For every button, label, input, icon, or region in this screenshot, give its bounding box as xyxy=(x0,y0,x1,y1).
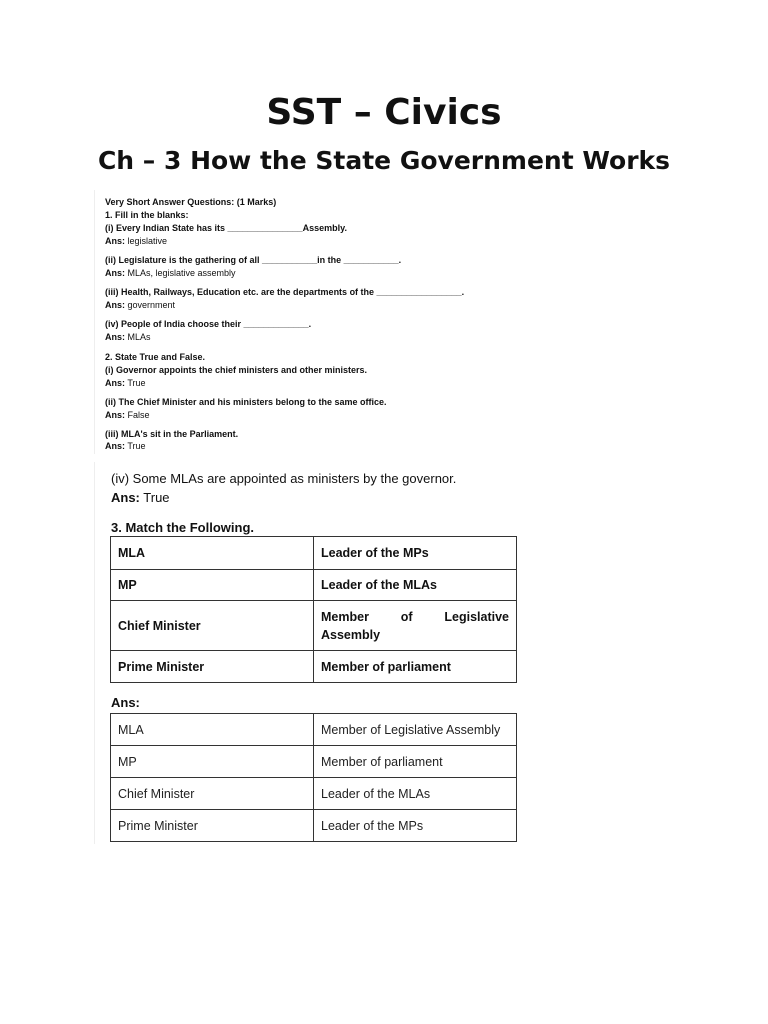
table-row xyxy=(111,537,517,570)
answer-label: Ans: xyxy=(105,332,125,342)
table-cell: Member of parliament xyxy=(314,746,517,778)
table-cell: Prime Minister xyxy=(111,810,314,842)
match-answer-heading: Ans: xyxy=(111,695,140,710)
question-3: (iii) Health, Railways, Education etc. are the departments of the _________________. xyxy=(105,287,465,297)
answer-4 xyxy=(105,332,151,343)
answer-table xyxy=(110,713,517,842)
tf-question-4: (iv) Some MLAs are appointed as ministers by the governor. xyxy=(111,471,457,486)
page-title: SST – Civics xyxy=(266,92,502,133)
tf-answer-1 xyxy=(105,378,146,389)
tf-answer-3 xyxy=(105,441,146,452)
question-4: (iv) People of India choose their _____________. xyxy=(105,319,312,329)
answer-text: government xyxy=(127,300,176,310)
tf-question-3: (iii) MLA's sit in the Parliament. xyxy=(105,429,239,439)
tf-answer-4 xyxy=(111,490,170,506)
table-cell: Member of parliament xyxy=(314,651,517,683)
section-heading: Very Short Answer Questions: (1 Marks) xyxy=(105,197,277,207)
page-subtitle: Ch – 3 How the State Government Works xyxy=(97,146,671,175)
table-row xyxy=(111,570,517,601)
answer-text: legislative xyxy=(127,236,168,246)
answer-label: Ans: xyxy=(105,441,125,451)
table-row xyxy=(111,714,517,746)
table-row xyxy=(111,746,517,778)
table-cell: MP xyxy=(111,746,314,778)
question-1: (i) Every Indian State has its _______________Assembly. xyxy=(105,223,347,233)
answer-label: Ans: xyxy=(105,236,125,246)
table-cell: Leader of the MLAs xyxy=(314,778,517,810)
answer-text: True xyxy=(127,378,146,388)
answer-text: MLAs xyxy=(127,332,151,342)
table-cell: Leader of the MLAs xyxy=(314,570,517,601)
answer-text: True xyxy=(127,441,146,451)
table-cell: Chief Minister xyxy=(111,778,314,810)
table-row xyxy=(111,601,517,651)
answer-label: Ans: xyxy=(105,268,125,278)
table-cell: MP xyxy=(111,570,314,601)
answer-label: Ans: xyxy=(105,410,125,420)
table-cell: Member of Legislative Assembly xyxy=(314,714,517,746)
table-cell: MLA xyxy=(111,714,314,746)
table-cell: Chief Minister xyxy=(111,601,314,651)
scanned-questions-block-1 xyxy=(94,190,495,454)
fill-blanks-heading: 1. Fill in the blanks: xyxy=(105,210,189,220)
answer-label: Ans: xyxy=(105,300,125,310)
tf-question-2: (ii) The Chief Minister and his ministers belong to the same office. xyxy=(105,397,387,407)
answer-1 xyxy=(105,236,167,247)
table-row xyxy=(111,651,517,683)
answer-text: True xyxy=(143,490,170,505)
table-row xyxy=(111,810,517,842)
table-cell: Leader of the MPs xyxy=(314,537,517,570)
answer-text: MLAs, legislative assembly xyxy=(127,268,236,278)
table-cell: Member of Legislative Assembly xyxy=(314,601,517,651)
table-cell: Leader of the MPs xyxy=(314,810,517,842)
table-cell: MLA xyxy=(111,537,314,570)
answer-label: Ans: xyxy=(111,490,140,505)
answer-label: Ans: xyxy=(105,378,125,388)
answer-2 xyxy=(105,268,236,279)
answer-3 xyxy=(105,300,175,311)
tf-answer-2 xyxy=(105,410,150,421)
answer-text: False xyxy=(127,410,150,420)
true-false-heading: 2. State True and False. xyxy=(105,352,206,362)
table-row xyxy=(111,778,517,810)
question-2: (ii) Legislature is the gathering of all ___________in the ___________. xyxy=(105,255,402,265)
table-cell: Prime Minister xyxy=(111,651,314,683)
match-table xyxy=(110,536,517,683)
tf-question-1: (i) Governor appoints the chief ministers and other ministers. xyxy=(105,365,368,375)
match-heading: 3. Match the Following. xyxy=(111,520,254,535)
